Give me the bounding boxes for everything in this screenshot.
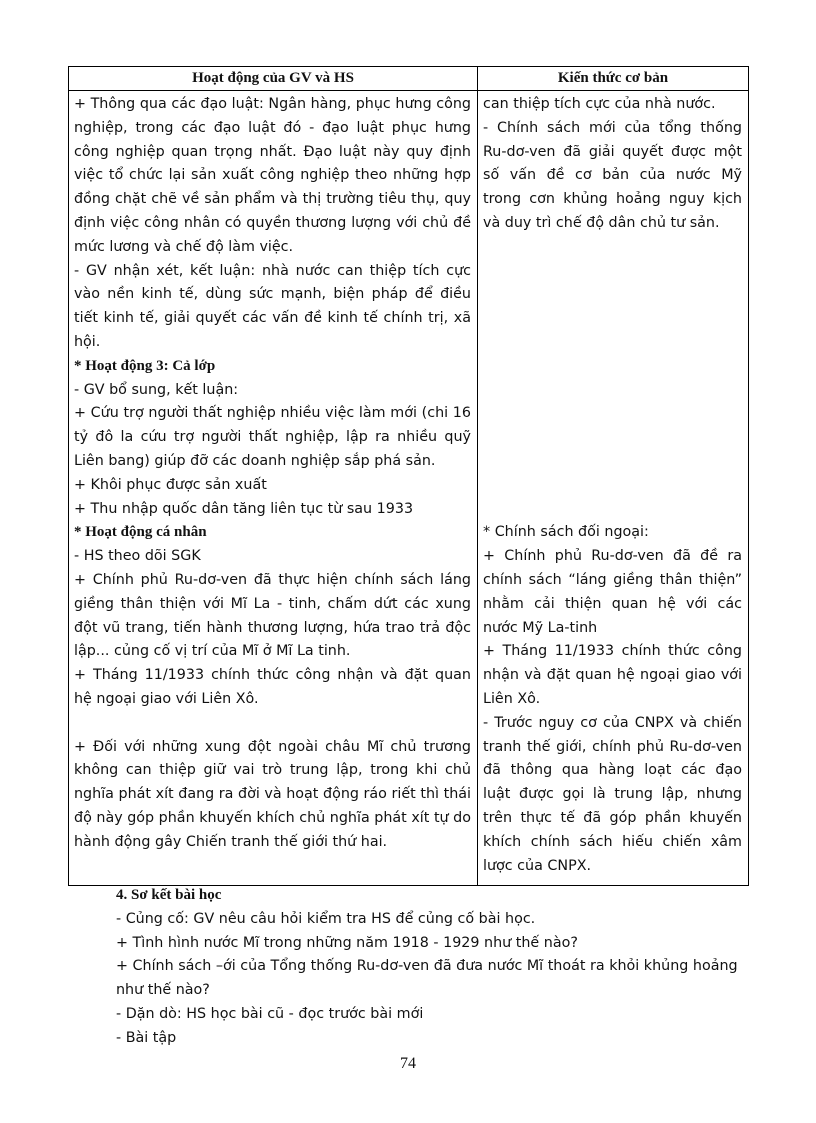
lesson-summary (116, 884, 748, 1051)
right-line: + Chính phủ Ru-dơ-ven đã đề ra chính sách “láng giềng thân thiện” nhằm cải thiện quan hệ với các nước Mỹ La-tinh (483, 548, 742, 636)
summary-heading: 4. Sơ kết bài học (116, 887, 222, 903)
left-line: - GV bổ sung, kết luận: (74, 381, 239, 398)
summary-line: + Chính sách –ới của Tổng thống Ru-dơ-ven đã đưa nước Mĩ thoát ra khỏi khủng hoảng như thế nào? (116, 958, 738, 999)
summary-line: - Bài tập (116, 1029, 177, 1046)
spacer (74, 712, 471, 736)
left-line: + Đối với những xung đột ngoài châu Mĩ chủ trương không can thiệp giữ vai trò trung lập, trong khi chủ nghĩa phát xít đang ra đời và hoạt động ráo riết thì thái độ này góp phần khuyến khích chủ nghĩa phát xít tự do hành động gây Chiến tranh thế giới thứ hai. (74, 738, 471, 850)
right-line: * Chính sách đối ngoại: (483, 524, 649, 541)
left-line: + Thông qua các đạo luật: Ngân hàng, phục hưng công nghiệp, trong các đạo luật đó - đạo luật phục hưng công nghiệp quan trọng nhất. Đạo luật này quy định việc tổ chức lại sản xuất công nghiệp theo những hợp đồng chặt chẽ về sản phẩm và thị trường tiêu thụ, quy định việc công nhân có quyền thương lượng với chủ đề mức lương và chế độ làm việc. (74, 96, 471, 255)
right-line: can thiệp tích cực của nhà nước. (483, 96, 716, 112)
table-row (69, 91, 749, 886)
left-line: + Chính phủ Ru-dơ-ven đã thực hiện chính sách láng giềng thân thiện với Mĩ La - tinh, chấm dứt các xung đột vũ trang, tiến hành thương lượng, hứa trao trả độc lập... củng cố vị trí của Mĩ ở Mĩ La tinh. (74, 571, 471, 660)
left-line: - GV nhận xét, kết luận: nhà nước can thiệp tích cực vào nền kinh tế, dùng sức mạnh, biện pháp để điều tiết kinh tế, giải quyết các vấn đề kinh tế chính trị, xã hội. (74, 262, 471, 350)
activities-cell (69, 91, 478, 886)
table-header-row (69, 67, 749, 91)
right-line: + Tháng 11/1933 chính thức công nhận và đặt quan hệ ngoại giao với Liên Xô. (483, 643, 742, 707)
summary-line: - Dặn dò: HS học bài cũ - đọc trước bài mới (116, 1005, 424, 1022)
header-activities: Hoạt động của GV và HS (69, 67, 478, 91)
left-line: - HS theo dõi SGK (74, 548, 201, 565)
right-line: - Trước nguy cơ của CNPX và chiến tranh thế giới, chính phủ Ru-dơ-ven đã thông qua hàng loạt các đạo luật được gọi là trung lập, nhưng trên thực tế đã góp phần khuyến khích chính sách hiếu chiến xâm lược của CNPX. (483, 714, 742, 874)
summary-line: + Tình hình nước Mĩ trong những năm 1918 - 1929 như thế nào? (116, 934, 578, 951)
left-line: + Cứu trợ người thất nghiệp nhiều việc làm mới (chi 16 tỷ đô la cứu trợ người thất nghiệp, lập ra nhiều quỹ Liên bang) giúp đỡ các doanh nghiệp sắp phá sản. (74, 405, 471, 469)
activity-heading: * Hoạt động 3: Cả lớp (74, 357, 216, 374)
left-line: + Tháng 11/1933 chính thức công nhận và đặt quan hệ ngoại giao với Liên Xô. (74, 667, 471, 707)
left-line: + Thu nhập quốc dân tăng liên tục từ sau 1933 (74, 500, 414, 517)
knowledge-cell (478, 91, 749, 886)
summary-line: - Củng cố: GV nêu câu hỏi kiểm tra HS để củng cố bài học. (116, 910, 536, 927)
right-line: - Chính sách mới của tổng thống Ru-dơ-ven đã giải quyết được một số vấn đề cơ bản của nước Mỹ trong cơn khủng hoảng nguy kịch và duy trì chế độ dân chủ tư sản. (483, 119, 742, 231)
header-knowledge: Kiến thức cơ bản (478, 67, 749, 91)
lesson-table (68, 66, 749, 886)
activity-heading: * Hoạt động cá nhân (74, 524, 207, 541)
spacer (483, 236, 742, 522)
left-line: + Khôi phục được sản xuất (74, 476, 267, 493)
page-number: 74 (400, 1055, 416, 1072)
